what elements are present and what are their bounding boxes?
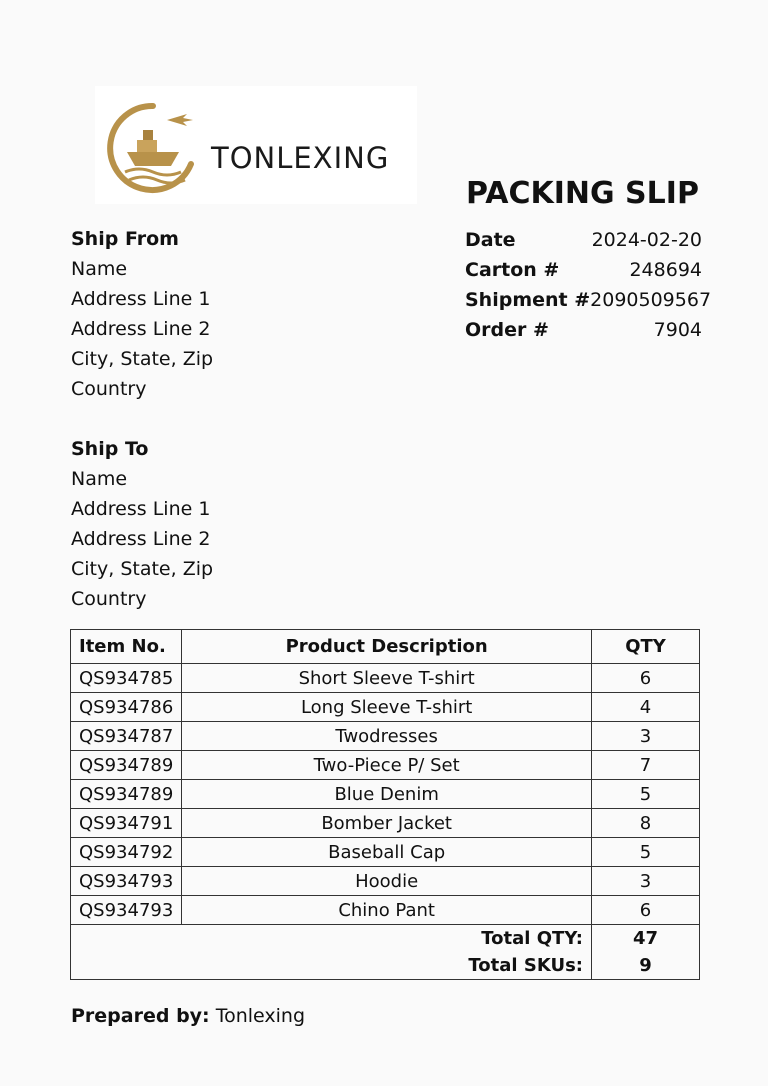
company-logo (95, 86, 417, 204)
product-description: Blue Denim (182, 780, 592, 809)
table-header-row (71, 630, 700, 664)
product-description: Bomber Jacket (182, 809, 592, 838)
meta-row-order (465, 315, 702, 345)
item-number: QS934787 (71, 722, 182, 751)
ship-to-heading: Ship To (71, 438, 149, 460)
meta-label: Date (465, 229, 516, 251)
quantity: 3 (592, 867, 700, 896)
prepared-by-value: Tonlexing (215, 1005, 306, 1027)
item-number: QS934786 (71, 693, 182, 722)
table-row (71, 838, 700, 867)
total-qty-label: Total QTY: (481, 928, 583, 949)
prepared-by-label: Prepared by: (71, 1005, 210, 1027)
product-description: Chino Pant (182, 896, 592, 925)
ship-to-section (71, 434, 213, 614)
meta-value: 2024-02-20 (591, 229, 702, 251)
meta-value: 248694 (629, 259, 702, 281)
table-row (71, 693, 700, 722)
column-header-qty: QTY (592, 630, 700, 664)
total-skus-label: Total SKUs: (468, 955, 583, 976)
quantity: 4 (592, 693, 700, 722)
meta-row-carton (465, 255, 702, 285)
total-qty-value: 47 (632, 928, 659, 949)
prepared-by (71, 1001, 305, 1031)
ship-from-heading: Ship From (71, 228, 179, 250)
ship-from-line: Country (71, 378, 147, 400)
totals-row (71, 925, 700, 980)
item-number: QS934791 (71, 809, 182, 838)
product-description: Short Sleeve T-shirt (182, 664, 592, 693)
meta-row-date (465, 225, 702, 255)
ship-to-line: Country (71, 588, 147, 610)
quantity: 5 (592, 838, 700, 867)
table-row (71, 867, 700, 896)
quantity: 5 (592, 780, 700, 809)
item-number: QS934785 (71, 664, 182, 693)
item-number: QS934792 (71, 838, 182, 867)
item-number: QS934793 (71, 867, 182, 896)
ship-from-line: Name (71, 258, 128, 280)
table-row (71, 896, 700, 925)
product-description: Long Sleeve T-shirt (182, 693, 592, 722)
quantity: 7 (592, 751, 700, 780)
quantity: 6 (592, 664, 700, 693)
ship-to-line: Name (71, 468, 128, 490)
item-number: QS934793 (71, 896, 182, 925)
shipment-details (465, 225, 712, 345)
table-row (71, 809, 700, 838)
ship-logo-icon (105, 100, 201, 196)
meta-label: Carton # (465, 259, 560, 281)
table-row (71, 751, 700, 780)
ship-to-line: Address Line 2 (71, 528, 211, 550)
meta-value: 2090509567 (590, 289, 712, 311)
table-row (71, 722, 700, 751)
ship-from-line: City, State, Zip (71, 348, 214, 370)
meta-row-shipment (465, 285, 712, 315)
brand-name: TONLEXING (211, 141, 390, 175)
quantity: 6 (592, 896, 700, 925)
document-title: PACKING SLIP (466, 176, 699, 211)
product-description: Two-Piece P/ Set (182, 751, 592, 780)
product-description: Twodresses (182, 722, 592, 751)
totals-labels (71, 925, 592, 980)
quantity: 3 (592, 722, 700, 751)
ship-from-section (71, 224, 213, 404)
items-table (70, 629, 700, 980)
item-number: QS934789 (71, 751, 182, 780)
totals-values (592, 925, 700, 980)
ship-from-line: Address Line 2 (71, 318, 211, 340)
item-number: QS934789 (71, 780, 182, 809)
meta-value: 7904 (653, 319, 702, 341)
table-row (71, 664, 700, 693)
column-header-description: Product Description (182, 630, 592, 664)
quantity: 8 (592, 809, 700, 838)
product-description: Baseball Cap (182, 838, 592, 867)
product-description: Hoodie (182, 867, 592, 896)
meta-label: Shipment # (465, 289, 591, 311)
meta-label: Order # (465, 319, 549, 341)
ship-to-line: City, State, Zip (71, 558, 214, 580)
ship-to-line: Address Line 1 (71, 498, 211, 520)
column-header-item: Item No. (71, 630, 182, 664)
total-skus-value: 9 (639, 955, 652, 976)
ship-from-line: Address Line 1 (71, 288, 211, 310)
table-row (71, 780, 700, 809)
